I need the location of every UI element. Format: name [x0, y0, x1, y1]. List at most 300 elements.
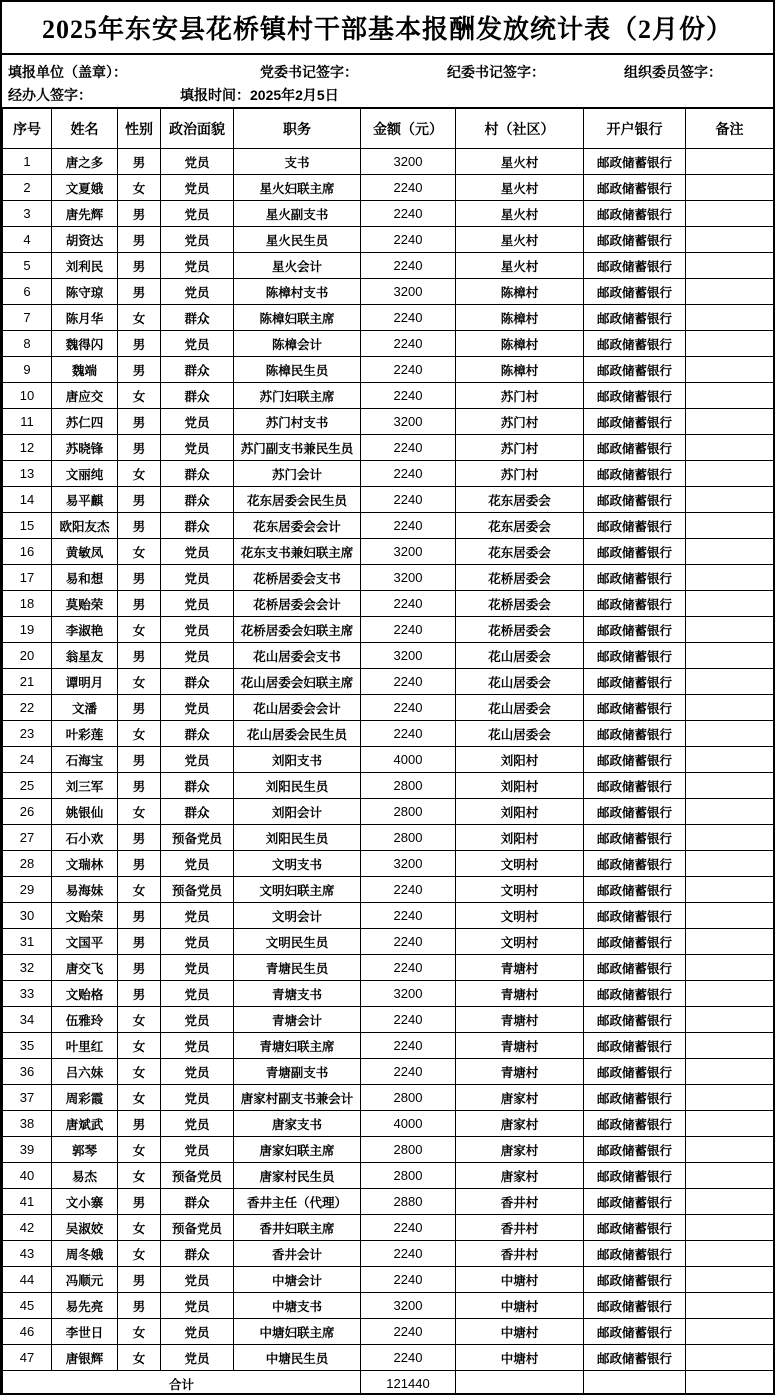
cell-position: 刘阳民生员: [234, 825, 361, 851]
cell-gender: 男: [118, 409, 161, 435]
cell-village: 星火村: [456, 227, 584, 253]
cell-amount: 2240: [361, 253, 456, 279]
cell-village: 星火村: [456, 149, 584, 175]
cell-name: 莫贻荣: [52, 591, 118, 617]
table-row: [3, 669, 774, 695]
cell-remark: [686, 981, 774, 1007]
cell-remark: [686, 617, 774, 643]
cell-amount: 2800: [361, 1137, 456, 1163]
cell-position: 刘阳民生员: [234, 773, 361, 799]
table-row: [3, 617, 774, 643]
cell-gender: 女: [118, 1085, 161, 1111]
cell-remark: [686, 253, 774, 279]
table-row: [3, 1137, 774, 1163]
table-row: [3, 851, 774, 877]
cell-serial: 9: [3, 357, 52, 383]
cell-serial: 12: [3, 435, 52, 461]
cell-position: 花东居委会民生员: [234, 487, 361, 513]
cell-serial: 11: [3, 409, 52, 435]
cell-serial: 1: [3, 149, 52, 175]
cell-gender: 男: [118, 929, 161, 955]
cell-village: 星火村: [456, 201, 584, 227]
cell-gender: 男: [118, 201, 161, 227]
cell-gender: 女: [118, 461, 161, 487]
cell-political-status: 党员: [161, 747, 234, 773]
table-row: [3, 643, 774, 669]
cell-amount: 2240: [361, 929, 456, 955]
table-row: [3, 1111, 774, 1137]
cell-political-status: 党员: [161, 253, 234, 279]
cell-remark: [686, 1267, 774, 1293]
cell-serial: 10: [3, 383, 52, 409]
table-row: [3, 1215, 774, 1241]
cell-serial: 24: [3, 747, 52, 773]
cell-political-status: 群众: [161, 357, 234, 383]
cell-name: 唐应交: [52, 383, 118, 409]
cell-serial: 38: [3, 1111, 52, 1137]
cell-village: 青塘村: [456, 1007, 584, 1033]
cell-position: 香井会计: [234, 1241, 361, 1267]
cell-name: 唐先辉: [52, 201, 118, 227]
cell-political-status: 党员: [161, 331, 234, 357]
cell-amount: 2240: [361, 1241, 456, 1267]
cell-gender: 男: [118, 1189, 161, 1215]
cell-village: 文明村: [456, 877, 584, 903]
table-row: [3, 1085, 774, 1111]
cell-gender: 男: [118, 955, 161, 981]
cell-amount: 2240: [361, 955, 456, 981]
cell-amount: 2800: [361, 1163, 456, 1189]
cell-gender: 男: [118, 435, 161, 461]
table-row: [3, 201, 774, 227]
cell-gender: 男: [118, 1293, 161, 1319]
cell-bank: 邮政储蓄银行: [584, 825, 686, 851]
table-row: [3, 1241, 774, 1267]
cell-bank: 邮政储蓄银行: [584, 903, 686, 929]
cell-position: 花桥居委会妇联主席: [234, 617, 361, 643]
cell-bank: 邮政储蓄银行: [584, 929, 686, 955]
header-village: 村（社区）: [456, 108, 584, 149]
cell-gender: 女: [118, 1007, 161, 1033]
cell-bank: 邮政储蓄银行: [584, 747, 686, 773]
cell-serial: 30: [3, 903, 52, 929]
cell-serial: 27: [3, 825, 52, 851]
cell-bank: 邮政储蓄银行: [584, 1137, 686, 1163]
table-row: [3, 227, 774, 253]
cell-gender: 男: [118, 851, 161, 877]
cell-gender: 男: [118, 513, 161, 539]
cell-remark: [686, 1345, 774, 1371]
cell-village: 香井村: [456, 1189, 584, 1215]
cell-bank: 邮政储蓄银行: [584, 851, 686, 877]
total-row: [3, 1371, 774, 1395]
cell-position: 花东支书兼妇联主席: [234, 539, 361, 565]
cell-amount: 2240: [361, 1345, 456, 1371]
cell-remark: [686, 1163, 774, 1189]
cell-remark: [686, 513, 774, 539]
cell-name: 姚银仙: [52, 799, 118, 825]
table-row: [3, 799, 774, 825]
cell-serial: 19: [3, 617, 52, 643]
title-block: [2, 2, 773, 55]
cell-political-status: 党员: [161, 1345, 234, 1371]
cell-bank: 邮政储蓄银行: [584, 305, 686, 331]
cell-position: 花东居委会会计: [234, 513, 361, 539]
cell-position: 中塘会计: [234, 1267, 361, 1293]
cell-serial: 35: [3, 1033, 52, 1059]
cell-remark: [686, 331, 774, 357]
cell-amount: 2240: [361, 877, 456, 903]
cell-amount: 2800: [361, 773, 456, 799]
cell-gender: 男: [118, 695, 161, 721]
cell-bank: 邮政储蓄银行: [584, 617, 686, 643]
cell-political-status: 党员: [161, 1111, 234, 1137]
cell-political-status: 群众: [161, 669, 234, 695]
cell-amount: 2240: [361, 305, 456, 331]
cell-political-status: 党员: [161, 1033, 234, 1059]
cell-position: 星火民生员: [234, 227, 361, 253]
table-row: [3, 1319, 774, 1345]
cell-gender: 女: [118, 305, 161, 331]
cell-serial: 17: [3, 565, 52, 591]
cell-amount: 2240: [361, 591, 456, 617]
cell-bank: 邮政储蓄银行: [584, 175, 686, 201]
cell-bank: 邮政储蓄银行: [584, 201, 686, 227]
cell-gender: 男: [118, 279, 161, 305]
cell-political-status: 党员: [161, 435, 234, 461]
cell-serial: 29: [3, 877, 52, 903]
cell-village: 香井村: [456, 1241, 584, 1267]
cell-name: 文国平: [52, 929, 118, 955]
cell-serial: 40: [3, 1163, 52, 1189]
cell-political-status: 群众: [161, 799, 234, 825]
cell-remark: [686, 461, 774, 487]
cell-serial: 4: [3, 227, 52, 253]
cell-amount: 2240: [361, 721, 456, 747]
cell-position: 文明会计: [234, 903, 361, 929]
cell-political-status: 党员: [161, 981, 234, 1007]
cell-village: 花桥居委会: [456, 591, 584, 617]
cell-position: 陈樟村支书: [234, 279, 361, 305]
cell-bank: 邮政储蓄银行: [584, 1163, 686, 1189]
cell-political-status: 党员: [161, 1085, 234, 1111]
cell-bank: 邮政储蓄银行: [584, 1007, 686, 1033]
cell-village: 星火村: [456, 253, 584, 279]
cell-serial: 46: [3, 1319, 52, 1345]
cell-position: 花山居委会会计: [234, 695, 361, 721]
table-row: [3, 565, 774, 591]
cell-serial: 2: [3, 175, 52, 201]
cell-bank: 邮政储蓄银行: [584, 1033, 686, 1059]
cell-position: 刘阳支书: [234, 747, 361, 773]
cell-position: 文明民生员: [234, 929, 361, 955]
cell-remark: [686, 643, 774, 669]
cell-bank: 邮政储蓄银行: [584, 1319, 686, 1345]
cell-gender: 女: [118, 539, 161, 565]
cell-position: 花桥居委会支书: [234, 565, 361, 591]
cell-political-status: 党员: [161, 929, 234, 955]
table-row: [3, 773, 774, 799]
cell-name: 魏得闪: [52, 331, 118, 357]
table-row: [3, 721, 774, 747]
cell-gender: 女: [118, 1319, 161, 1345]
cell-position: 陈樟民生员: [234, 357, 361, 383]
cell-position: 花山居委会民生员: [234, 721, 361, 747]
cell-village: 花桥居委会: [456, 565, 584, 591]
cell-gender: 男: [118, 253, 161, 279]
cell-bank: 邮政储蓄银行: [584, 1293, 686, 1319]
cell-gender: 女: [118, 383, 161, 409]
cell-position: 苏门会计: [234, 461, 361, 487]
cell-serial: 7: [3, 305, 52, 331]
cell-remark: [686, 1137, 774, 1163]
cell-position: 唐家村副支书兼会计: [234, 1085, 361, 1111]
cell-gender: 女: [118, 1215, 161, 1241]
cell-gender: 男: [118, 149, 161, 175]
table-row: [3, 1267, 774, 1293]
cell-village: 中塘村: [456, 1267, 584, 1293]
cell-remark: [686, 175, 774, 201]
header-political-status: 政治面貌: [161, 108, 234, 149]
cell-village: 文明村: [456, 851, 584, 877]
cell-gender: 女: [118, 1345, 161, 1371]
cell-name: 吕六妹: [52, 1059, 118, 1085]
cell-remark: [686, 565, 774, 591]
cell-remark: [686, 591, 774, 617]
cell-name: 谭明月: [52, 669, 118, 695]
cell-remark: [686, 279, 774, 305]
cell-political-status: 预备党员: [161, 825, 234, 851]
cell-gender: 男: [118, 825, 161, 851]
cell-name: 欧阳友杰: [52, 513, 118, 539]
cell-bank: 邮政储蓄银行: [584, 669, 686, 695]
cell-amount: 2240: [361, 201, 456, 227]
header-row: [3, 108, 774, 149]
cell-gender: 女: [118, 669, 161, 695]
cell-position: 青塘民生员: [234, 955, 361, 981]
cell-political-status: 群众: [161, 1241, 234, 1267]
cell-amount: 2240: [361, 227, 456, 253]
cell-serial: 16: [3, 539, 52, 565]
header-position: 职务: [234, 108, 361, 149]
cell-political-status: 党员: [161, 1137, 234, 1163]
cell-remark: [686, 227, 774, 253]
cell-name: 叶彩莲: [52, 721, 118, 747]
cell-name: 石海宝: [52, 747, 118, 773]
cell-serial: 32: [3, 955, 52, 981]
cell-position: 花桥居委会会计: [234, 591, 361, 617]
cell-amount: 2240: [361, 1267, 456, 1293]
table-row: [3, 305, 774, 331]
cell-position: 中塘民生员: [234, 1345, 361, 1371]
cell-serial: 6: [3, 279, 52, 305]
cell-position: 香井主任（代理）: [234, 1189, 361, 1215]
cell-name: 易杰: [52, 1163, 118, 1189]
cell-remark: [686, 1293, 774, 1319]
cell-village: 刘阳村: [456, 773, 584, 799]
cell-village: 花山居委会: [456, 695, 584, 721]
cell-gender: 女: [118, 1241, 161, 1267]
cell-village: 陈樟村: [456, 357, 584, 383]
cell-political-status: 党员: [161, 903, 234, 929]
cell-political-status: 党员: [161, 149, 234, 175]
cell-amount: 3200: [361, 643, 456, 669]
cell-bank: 邮政储蓄银行: [584, 1215, 686, 1241]
cell-remark: [686, 747, 774, 773]
cell-name: 周冬娥: [52, 1241, 118, 1267]
cell-village: 苏门村: [456, 383, 584, 409]
cell-position: 支书: [234, 149, 361, 175]
cell-position: 青塘会计: [234, 1007, 361, 1033]
table-row: [3, 461, 774, 487]
table-row: [3, 981, 774, 1007]
cell-serial: 37: [3, 1085, 52, 1111]
cell-village: 花山居委会: [456, 669, 584, 695]
table-row: [3, 539, 774, 565]
cell-political-status: 党员: [161, 955, 234, 981]
handler-signature-label: 经办人签字：: [8, 87, 92, 103]
cell-remark: [686, 773, 774, 799]
header-serial: 序号: [3, 108, 52, 149]
cell-name: 伍雅玲: [52, 1007, 118, 1033]
cell-village: 香井村: [456, 1215, 584, 1241]
cell-position: 唐家村民生员: [234, 1163, 361, 1189]
cell-serial: 42: [3, 1215, 52, 1241]
cell-political-status: 群众: [161, 773, 234, 799]
cell-bank: 邮政储蓄银行: [584, 149, 686, 175]
cell-political-status: 党员: [161, 591, 234, 617]
header-name: 姓名: [52, 108, 118, 149]
cell-village: 花东居委会: [456, 513, 584, 539]
cell-bank: 邮政储蓄银行: [584, 1267, 686, 1293]
total-village-empty: [456, 1371, 584, 1395]
cell-bank: 邮政储蓄银行: [584, 279, 686, 305]
cell-bank: 邮政储蓄银行: [584, 1111, 686, 1137]
cell-name: 胡资达: [52, 227, 118, 253]
cell-village: 刘阳村: [456, 799, 584, 825]
cell-serial: 18: [3, 591, 52, 617]
cell-gender: 女: [118, 1163, 161, 1189]
cell-political-status: 党员: [161, 1059, 234, 1085]
cell-name: 唐交飞: [52, 955, 118, 981]
cell-amount: 4000: [361, 1111, 456, 1137]
cell-political-status: 党员: [161, 643, 234, 669]
cell-amount: 2240: [361, 695, 456, 721]
cell-bank: 邮政储蓄银行: [584, 773, 686, 799]
cell-serial: 33: [3, 981, 52, 1007]
total-remark-empty: [686, 1371, 774, 1395]
table-row: [3, 435, 774, 461]
cell-position: 刘阳会计: [234, 799, 361, 825]
cell-remark: [686, 825, 774, 851]
cell-political-status: 党员: [161, 1293, 234, 1319]
cell-amount: 3200: [361, 279, 456, 305]
cell-remark: [686, 305, 774, 331]
cell-position: 花山居委会妇联主席: [234, 669, 361, 695]
cell-name: 唐之多: [52, 149, 118, 175]
cell-position: 陈樟会计: [234, 331, 361, 357]
cell-village: 中塘村: [456, 1345, 584, 1371]
cell-amount: 3200: [361, 539, 456, 565]
cell-name: 周彩霞: [52, 1085, 118, 1111]
cell-gender: 男: [118, 227, 161, 253]
table-row: [3, 591, 774, 617]
cell-name: 陈守琼: [52, 279, 118, 305]
cell-remark: [686, 695, 774, 721]
table-row: [3, 1033, 774, 1059]
cell-remark: [686, 955, 774, 981]
cell-political-status: 群众: [161, 461, 234, 487]
cell-position: 星火妇联主席: [234, 175, 361, 201]
cell-amount: 2240: [361, 461, 456, 487]
cell-village: 陈樟村: [456, 279, 584, 305]
cell-position: 青塘妇联主席: [234, 1033, 361, 1059]
cell-serial: 31: [3, 929, 52, 955]
table-row: [3, 695, 774, 721]
cell-remark: [686, 383, 774, 409]
cell-position: 陈樟妇联主席: [234, 305, 361, 331]
cell-serial: 43: [3, 1241, 52, 1267]
cell-name: 魏端: [52, 357, 118, 383]
cell-village: 苏门村: [456, 435, 584, 461]
cell-political-status: 党员: [161, 851, 234, 877]
cell-name: 陈月华: [52, 305, 118, 331]
cell-political-status: 党员: [161, 539, 234, 565]
cell-remark: [686, 1215, 774, 1241]
cell-amount: 2240: [361, 175, 456, 201]
table-row: [3, 747, 774, 773]
cell-village: 唐家村: [456, 1163, 584, 1189]
cell-village: 唐家村: [456, 1085, 584, 1111]
cell-bank: 邮政储蓄银行: [584, 539, 686, 565]
cell-village: 青塘村: [456, 1059, 584, 1085]
cell-serial: 3: [3, 201, 52, 227]
table-row: [3, 1059, 774, 1085]
cell-amount: 2800: [361, 1085, 456, 1111]
cell-position: 苏门妇联主席: [234, 383, 361, 409]
cell-gender: 女: [118, 617, 161, 643]
cell-position: 花山居委会支书: [234, 643, 361, 669]
cell-political-status: 党员: [161, 201, 234, 227]
cell-serial: 21: [3, 669, 52, 695]
cell-gender: 男: [118, 643, 161, 669]
cell-name: 易和想: [52, 565, 118, 591]
cell-bank: 邮政储蓄银行: [584, 1085, 686, 1111]
cell-bank: 邮政储蓄银行: [584, 435, 686, 461]
cell-bank: 邮政储蓄银行: [584, 877, 686, 903]
cell-amount: 3200: [361, 851, 456, 877]
cell-village: 文明村: [456, 903, 584, 929]
cell-name: 文夏娥: [52, 175, 118, 201]
cell-remark: [686, 799, 774, 825]
cell-bank: 邮政储蓄银行: [584, 357, 686, 383]
cell-serial: 23: [3, 721, 52, 747]
cell-amount: 2240: [361, 1059, 456, 1085]
cell-gender: 男: [118, 903, 161, 929]
cell-name: 文贻荣: [52, 903, 118, 929]
cell-serial: 39: [3, 1137, 52, 1163]
cell-gender: 男: [118, 331, 161, 357]
cell-remark: [686, 1111, 774, 1137]
cell-gender: 男: [118, 591, 161, 617]
discipline-secretary-signature-label: 纪委书记签字：: [447, 64, 545, 80]
cell-bank: 邮政储蓄银行: [584, 695, 686, 721]
cell-amount: 2240: [361, 1033, 456, 1059]
cell-village: 陈樟村: [456, 305, 584, 331]
cell-remark: [686, 539, 774, 565]
cell-name: 文潘: [52, 695, 118, 721]
total-amount: 121440: [361, 1371, 456, 1395]
